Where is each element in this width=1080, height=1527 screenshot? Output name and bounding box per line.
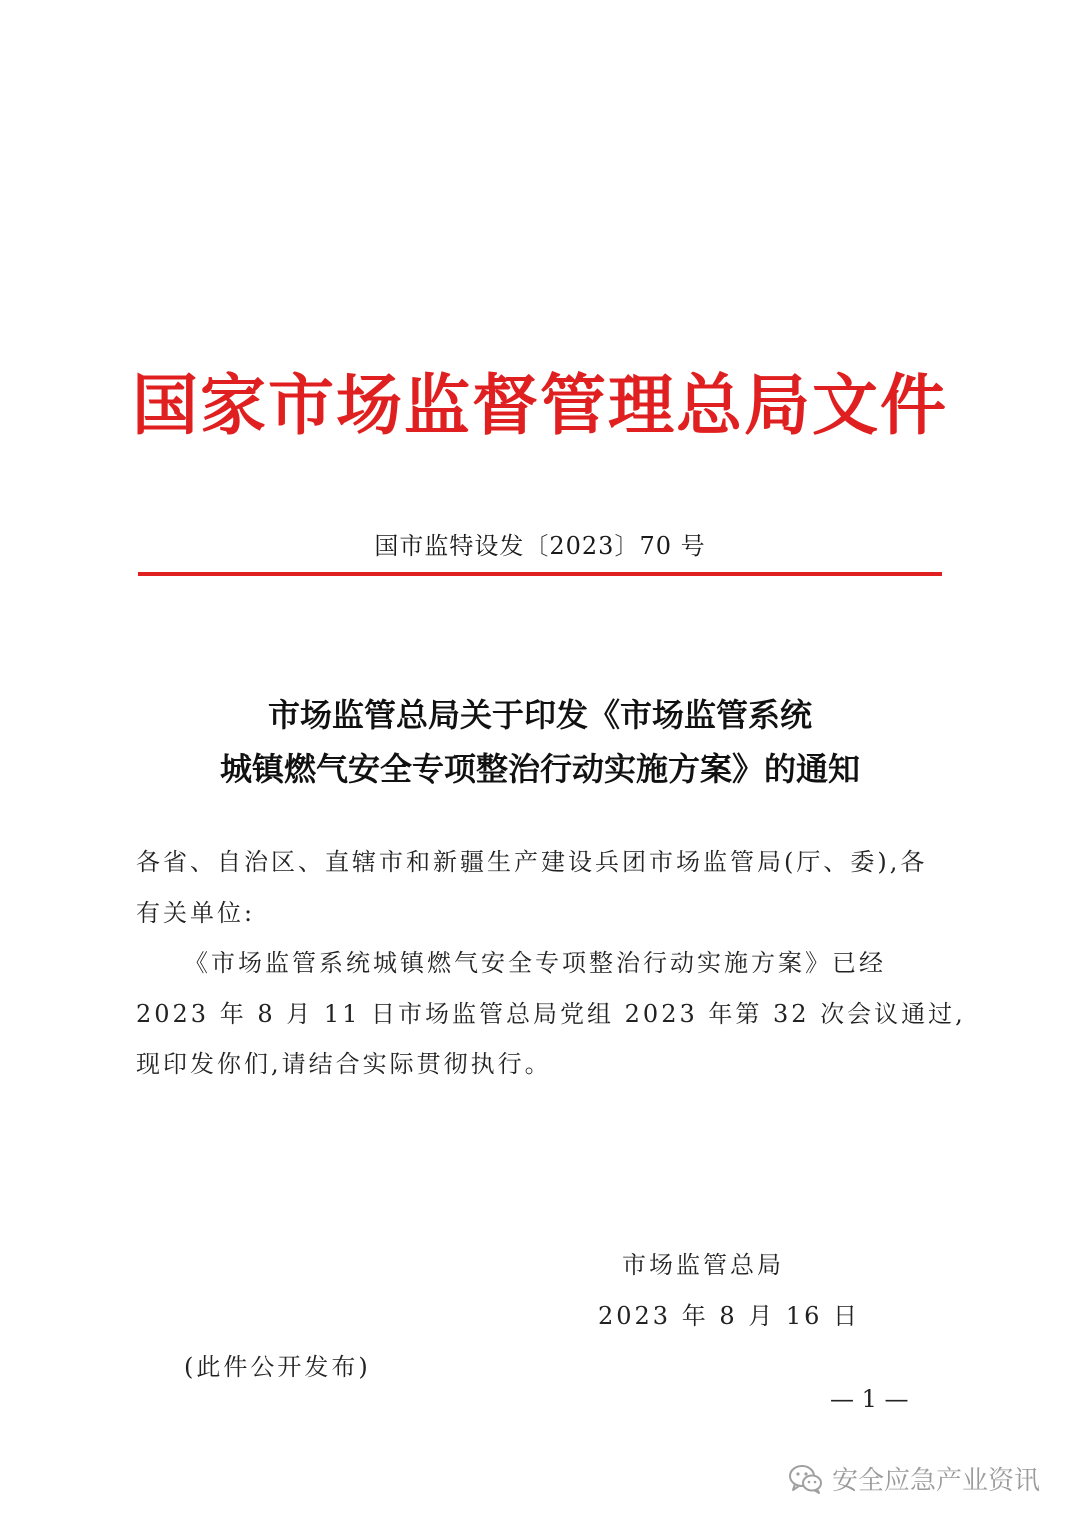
signing-date: 2023 年 8 月 16 日 (598, 1302, 861, 1330)
body-paragraph-line-2: 2023 年 8 月 11 日市场监管总局党组 2023 年第 32 次会议通过, (136, 1000, 966, 1028)
addressee-line-2: 有关单位: (136, 899, 256, 927)
wechat-icon (788, 1463, 824, 1495)
notice-title-line-2: 城镇燃气安全专项整治行动实施方案》的通知 (219, 750, 860, 788)
body-paragraph-line-3: 现印发你们,请结合实际贯彻执行。 (136, 1050, 552, 1078)
issuer-header-title: 国家市场监督管理总局文件 (132, 367, 948, 444)
document-number: 国市监特设发〔2023〕70 号 (374, 532, 706, 560)
body-paragraph-line-1: 《市场监管系统城镇燃气安全专项整治行动实施方案》已经 (184, 949, 886, 977)
page-number: — 1 — (830, 1385, 909, 1413)
source-watermark (788, 1460, 1040, 1497)
public-release-note: (此件公开发布) (184, 1353, 371, 1381)
red-divider-line (138, 572, 942, 576)
signing-organization: 市场监管总局 (622, 1251, 784, 1279)
notice-title-line-1: 市场监管总局关于印发《市场监管系统 (267, 696, 812, 734)
addressee-line-1: 各省、自治区、直辖市和新疆生产建设兵团市场监管局(厅、委),各 (136, 848, 928, 876)
watermark-text: 安全应急产业资讯 (832, 1466, 1041, 1496)
